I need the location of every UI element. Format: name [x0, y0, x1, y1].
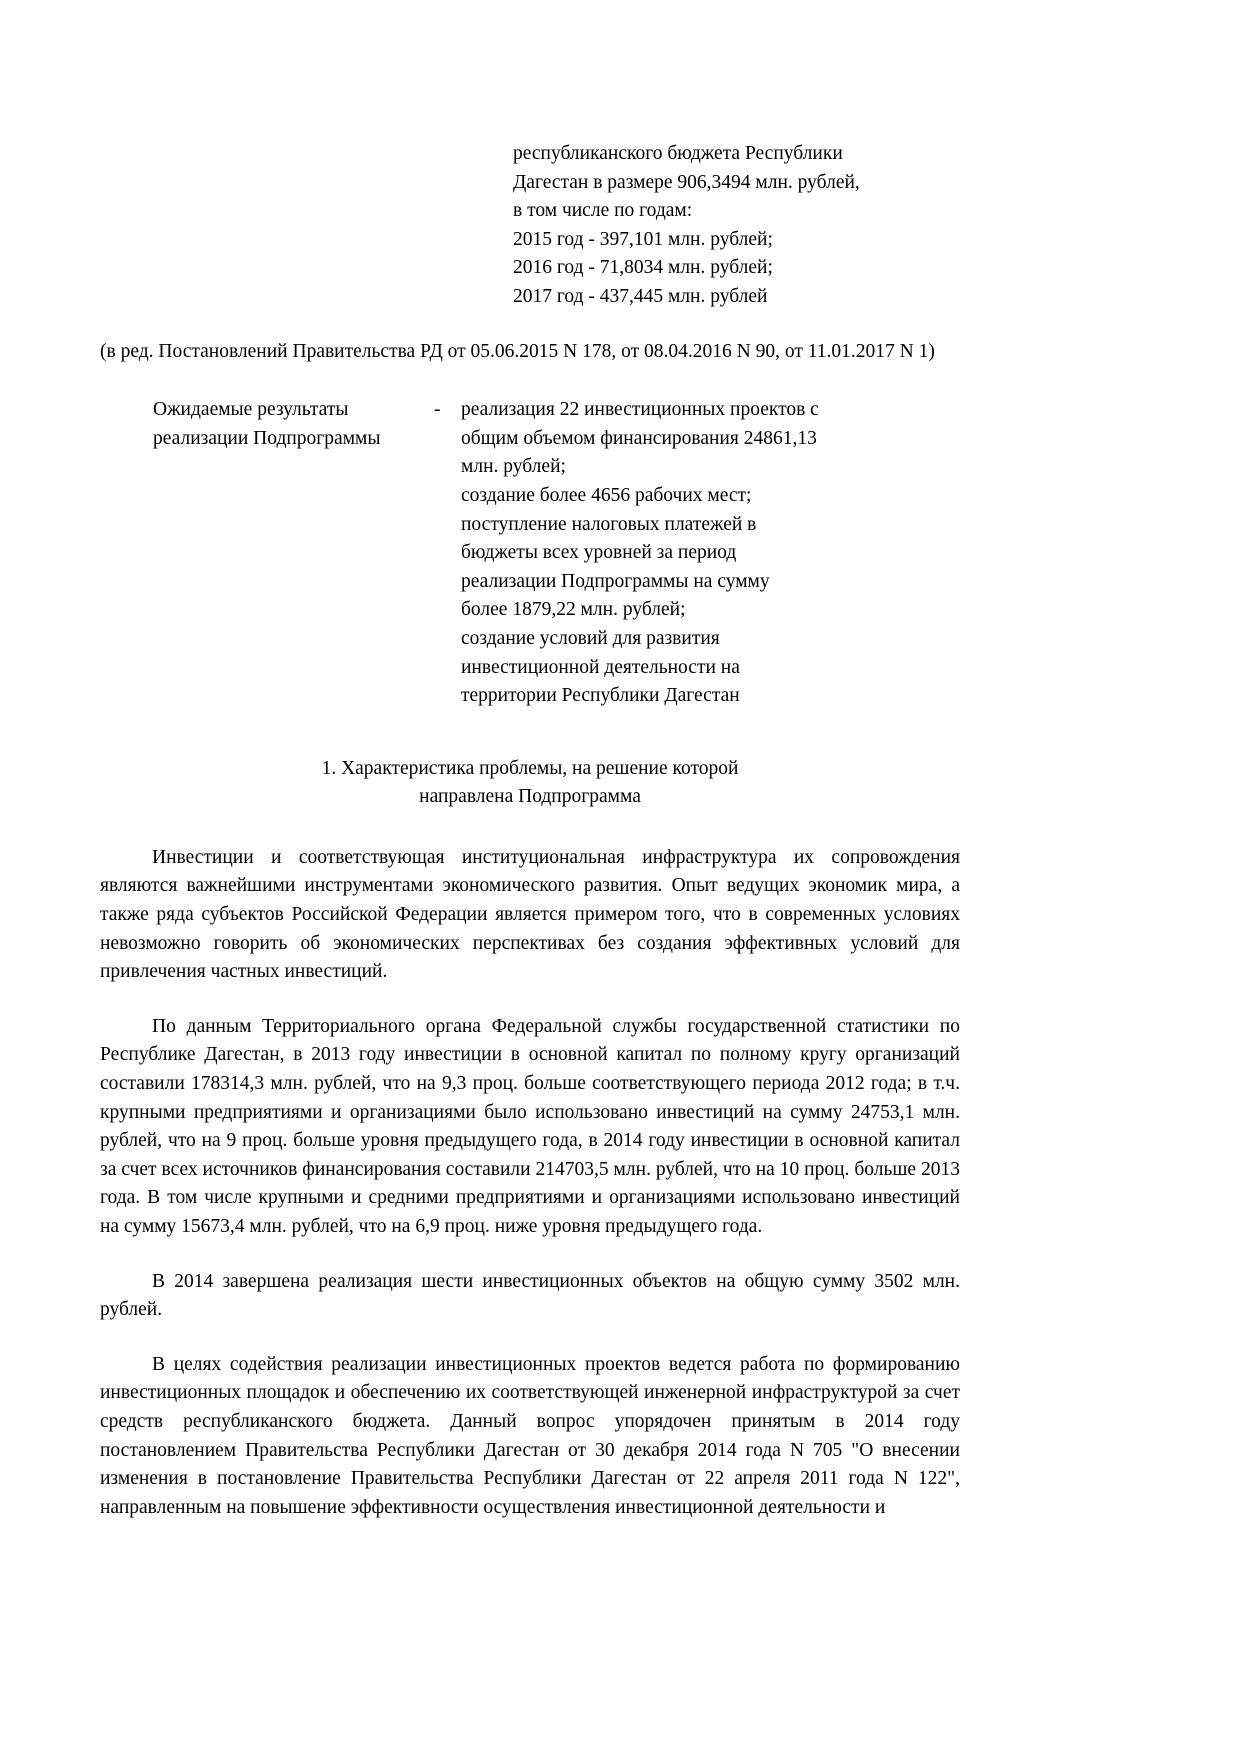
section-heading — [100, 755, 960, 812]
expected-results-line: инвестиционной деятельности на — [461, 656, 740, 678]
body-paragraph: По данным Территориального органа Федеральной службы государственной статистики по Республике Дагестан, в 2013 году инвестиции в основной капитал по полному кругу организаций составили 178314,3 млн. рублей, что на 9,3 проц. больше соответствующего периода 2012 года; в т.ч. крупными предприятиями и организациями было использовано инвестиций на сумму 24753,1 млн. рублей, что на 9 проц. больше уровня предыдущего года, в 2014 году инвестиции в основной капитал за счет всех источников финансирования составили 214703,5 млн. рублей, что на 10 проц. больше 2013 года. В том числе крупными и средними предприятиями и организациями использовано инвестиций на сумму 15673,4 млн. рублей, что на 6,9 проц. ниже уровня предыдущего года. — [100, 1015, 960, 1237]
page-content — [100, 140, 960, 1522]
section-heading-line-1: 1. Характеристика проблемы, на решение которой — [321, 757, 739, 779]
expected-results-line: бюджеты всех уровней за период — [461, 542, 737, 564]
intro-line: в том числе по годам: — [513, 200, 693, 222]
expected-results-line: реализация 22 инвестиционных проектов с — [461, 399, 819, 421]
body-paragraph: Инвестиции и соответствующая институциональная инфраструктура их сопровождения являются важнейшими инструментами экономического развития. Опыт ведущих экономик мира, а также ряда субъектов Российской Федерации является примером того, что в современных условиях невозможно говорить об экономических перспективах без создания эффективных условий для привлечения частных инвестиций. — [100, 846, 960, 983]
expected-results-line: общим объемом финансирования 24861,13 — [461, 427, 817, 449]
expected-results-line: создание более 4656 рабочих мест; — [461, 484, 752, 506]
expected-results-line: млн. рублей; — [461, 456, 566, 478]
body-paragraph: В целях содействия реализации инвестиционных проектов ведется работа по формированию инвестиционных площадок и обеспечению их соответствующей инженерной инфраструктурой за счет средств республиканского бюджета. Данный вопрос упорядочен принятым в 2014 году постановлением Правительства Республики Дагестан от 30 декабря 2014 года N 705 "О внесении изменения в постановление Правительства Республики Дагестан от 22 апреля 2011 года N 122", направленным на повышение эффективности осуществления инвестиционной деятельности и — [100, 1353, 960, 1518]
expected-results-label-line: реализации Подпрограммы — [153, 427, 381, 449]
intro-line: 2015 год - 397,101 млн. рублей; — [513, 228, 773, 250]
intro-line: республиканского бюджета Республики — [513, 143, 843, 164]
expected-results-value — [461, 396, 960, 711]
intro-line: 2016 год - 71,8034 млн. рублей; — [513, 257, 773, 279]
expected-results-line: более 1879,22 млн. рублей; — [461, 599, 686, 621]
expected-results-label-line: Ожидаемые результаты — [153, 399, 349, 421]
expected-results-line: поступление налоговых платежей в — [461, 513, 757, 535]
expected-results-block — [100, 396, 960, 711]
definition-separator: - — [434, 399, 441, 421]
expected-results-line: территории Республики Дагестан — [461, 685, 740, 707]
intro-line: 2017 год - 437,445 млн. рублей — [513, 285, 768, 307]
intro-line: Дагестан в размере 906,3494 млн. рублей, — [513, 171, 860, 193]
editorial-note: (в ред. Постановлений Правительства РД от 05.06.2015 N 178, от 08.04.2016 N 90, от 11.01.2017 N 1) — [100, 340, 935, 362]
expected-results-label — [100, 396, 434, 453]
section-heading-line-2: направлена Подпрограмма — [419, 786, 641, 808]
body-paragraph: В 2014 завершена реализация шести инвестиционных объектов на общую сумму 3502 млн. рублей. — [100, 1270, 960, 1321]
expected-results-line: создание условий для развития — [461, 627, 720, 649]
intro-block — [513, 140, 960, 312]
expected-results-line: реализации Подпрограммы на сумму — [461, 570, 770, 592]
